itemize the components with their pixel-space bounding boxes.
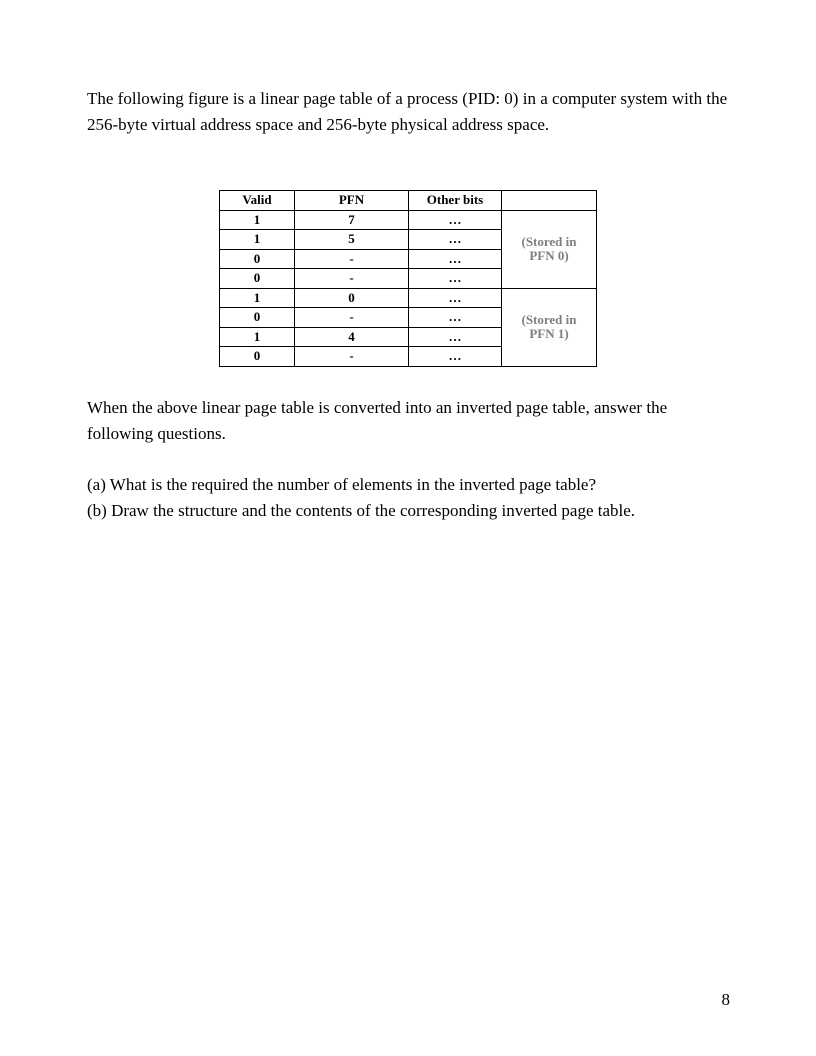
question-b: (b) Draw the structure and the contents of the corresponding inverted page table. [87, 501, 636, 520]
other-bits-cell: … [409, 210, 502, 230]
note-line: (Stored in [521, 234, 577, 249]
stored-in-pfn0-note [502, 210, 597, 288]
valid-cell: 0 [220, 308, 295, 328]
note-line: PFN 0) [529, 248, 569, 263]
other-bits-cell: … [409, 347, 502, 367]
header-valid: Valid [220, 191, 295, 211]
pfn-cell: 5 [295, 230, 409, 250]
valid-cell: 0 [220, 347, 295, 367]
stored-in-pfn1-note [502, 288, 597, 366]
linear-page-table [219, 190, 597, 367]
pfn-cell: - [295, 249, 409, 269]
valid-cell: 1 [220, 288, 295, 308]
question-a: (a) What is the required the number of elements in the inverted page table? [87, 475, 597, 494]
intro-paragraph: The following figure is a linear page table of a process (PID: 0) in a computer system with the 256-byte virtual address space and 256-byte physical address space. [87, 89, 728, 134]
page-number: 8 [721, 990, 730, 1009]
valid-cell: 0 [220, 269, 295, 289]
note-line: (Stored in [521, 312, 577, 327]
header-pfn: PFN [295, 191, 409, 211]
pfn-cell: 7 [295, 210, 409, 230]
other-bits-cell: … [409, 249, 502, 269]
other-bits-cell: … [409, 288, 502, 308]
pfn-cell: 0 [295, 288, 409, 308]
note-line: PFN 1) [529, 326, 569, 341]
table-row [220, 288, 597, 308]
header-other-bits: Other bits [409, 191, 502, 211]
other-bits-cell: … [409, 308, 502, 328]
question-intro-paragraph: When the above linear page table is converted into an inverted page table, answer the following questions. [87, 398, 668, 443]
table-header-row [220, 191, 597, 211]
other-bits-cell: … [409, 327, 502, 347]
header-note [502, 191, 597, 211]
valid-cell: 0 [220, 249, 295, 269]
other-bits-cell: … [409, 269, 502, 289]
other-bits-cell: … [409, 230, 502, 250]
valid-cell: 1 [220, 230, 295, 250]
pfn-cell: - [295, 308, 409, 328]
pfn-cell: - [295, 269, 409, 289]
table-row [220, 210, 597, 230]
valid-cell: 1 [220, 210, 295, 230]
valid-cell: 1 [220, 327, 295, 347]
pfn-cell: 4 [295, 327, 409, 347]
pfn-cell: - [295, 347, 409, 367]
